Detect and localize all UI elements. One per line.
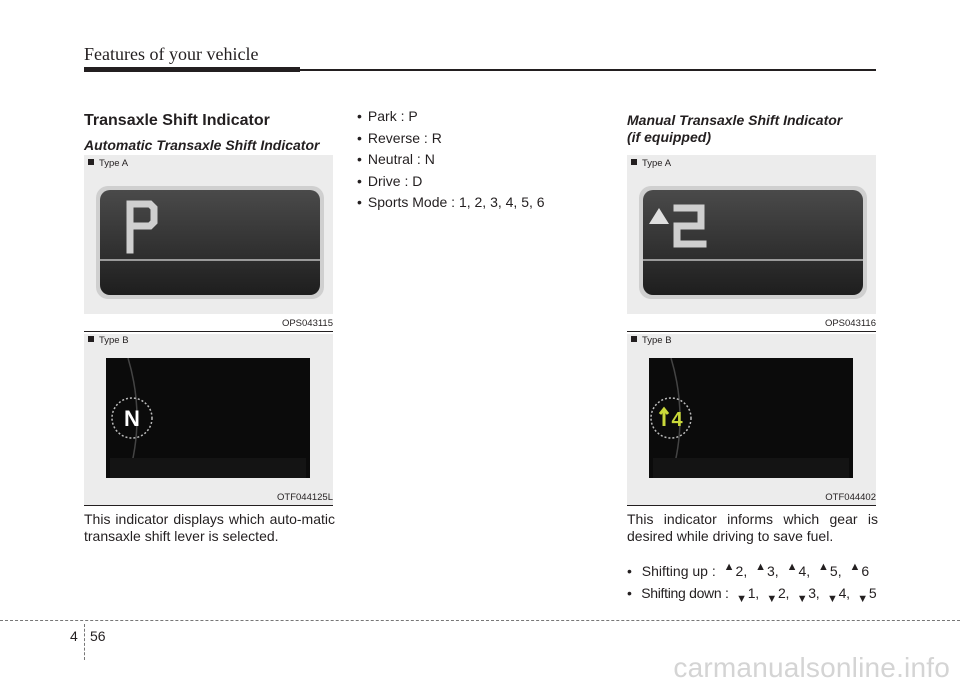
list-item: • Sports Mode : 1, 2, 3, 4, 5, 6 [357, 192, 545, 214]
header-rule-thick [84, 67, 300, 72]
figure-code: OTF044402 [825, 492, 876, 503]
chapter-number: 4 [70, 628, 78, 644]
up-arrow-icon: ▲ [723, 561, 735, 573]
figure-code: OTF044125L [277, 492, 333, 503]
list-item: • Reverse : R [357, 128, 545, 150]
lcd-display-shift-up-4 [649, 358, 853, 478]
up-arrow-icon: ▲ [849, 561, 861, 573]
down-arrow-icon: ▼ [857, 592, 868, 605]
header-rule-thin [300, 69, 876, 71]
gear-position-list [357, 106, 545, 214]
automatic-description: This indicator displays which auto-matic transaxle shift lever is selected. [84, 511, 335, 544]
up-arrow-icon: ▲ [755, 561, 766, 573]
footer-rule [0, 620, 960, 621]
subsection-title-automatic: Automatic Transaxle Shift Indicator [84, 137, 320, 153]
lcd-display-n [106, 358, 310, 478]
lcd-display-shift-up-2 [639, 186, 867, 299]
figure-rule [627, 331, 876, 332]
watermark: carmanualsonline.info [673, 652, 950, 683]
page-number: 56 [90, 628, 106, 644]
figure-code: OPS043115 [281, 318, 333, 329]
figure-rule [84, 331, 333, 332]
gear-glyph-4: 4 [671, 409, 683, 431]
up-arrow-icon: ▲ [818, 561, 829, 573]
list-item: • Neutral : N [357, 149, 545, 171]
list-item-shift-up: • Shifting up : ▲2, ▲3, ▲4, ▲5, ▲6 [627, 561, 876, 583]
figure-label: Type B [88, 335, 129, 346]
section-title: Transaxle Shift Indicator [84, 112, 270, 129]
list-item-shift-down: • Shifting down : $_▼$1, $_▼$2, $_▼$3, $_▼$4, $_▼$5 [627, 583, 876, 605]
figure-label: Type B [631, 335, 672, 346]
down-arrow-icon: ▼ [796, 592, 808, 605]
down-arrow-icon: ▼ [736, 592, 747, 605]
figure-label: Type A [631, 158, 671, 169]
figure-rule [84, 505, 333, 506]
down-arrow-icon: ▼ [766, 592, 778, 605]
figure-rule [627, 505, 876, 506]
figure-label: Type A [88, 158, 128, 169]
running-header: Features of your vehicle [84, 44, 259, 64]
shift-indicator-list [627, 561, 876, 604]
subsection-title-manual: Manual Transaxle Shift Indicator (if equipped) [627, 112, 843, 145]
lcd-display-p [96, 186, 324, 299]
gear-glyph-n: N [124, 406, 140, 431]
list-item: • Drive : D [357, 171, 545, 193]
footer-divider [84, 624, 85, 660]
manual-description: This indicator informs which gear is desired while driving to save fuel. [627, 511, 878, 544]
down-arrow-icon: ▼ [826, 592, 838, 605]
list-item: • Park : P [357, 106, 545, 128]
up-arrow-icon: ▲ [786, 561, 798, 573]
figure-code: OPS043116 [824, 318, 876, 329]
